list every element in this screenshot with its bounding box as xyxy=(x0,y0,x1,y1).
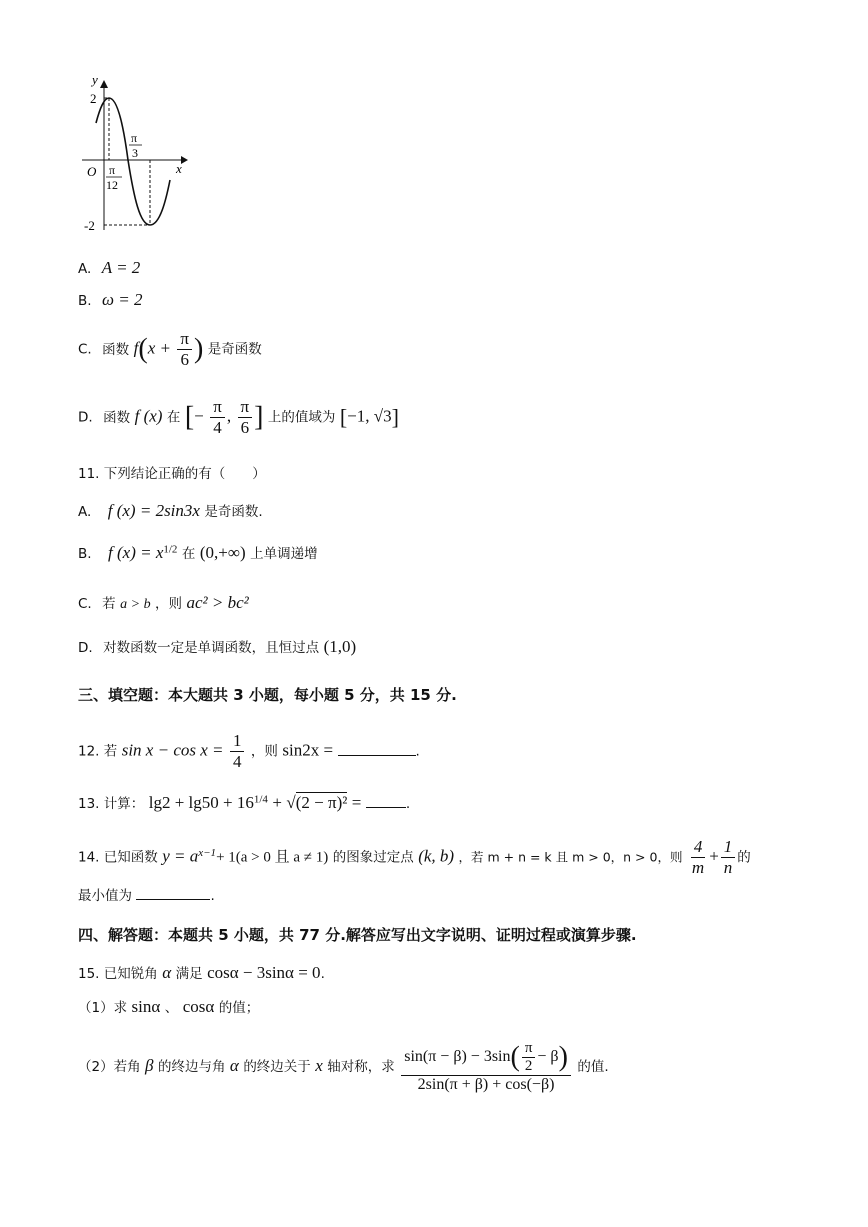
option-label: D. xyxy=(78,640,93,656)
part1-end: 的值； xyxy=(218,1000,260,1016)
q11-option-b xyxy=(78,542,318,563)
part1-cos: cosα xyxy=(182,997,215,1016)
q12-prefix: 12. 若 xyxy=(78,743,118,760)
answer-blank[interactable] xyxy=(366,793,406,808)
tick-pi3-num: π xyxy=(131,131,138,145)
q12-end: . xyxy=(415,743,420,760)
fraction: $\frac{\pi}{6}$ xyxy=(177,330,192,369)
fraction: $\frac{\pi}{4}$ xyxy=(210,398,225,437)
option-label: A. xyxy=(78,504,92,520)
origin-label: O xyxy=(87,164,97,179)
fraction: $\frac{1}{4}$ xyxy=(230,732,245,771)
plus-sign: + xyxy=(272,793,282,812)
option-label: C. xyxy=(78,341,92,358)
q12-math2: sin2x = xyxy=(282,740,334,760)
x-axis-label: x xyxy=(176,161,182,176)
x-axis-arrow xyxy=(181,156,188,164)
fraction: $\frac{\pi}{6}$ xyxy=(238,398,253,437)
q15-stem-math: cosα − 3sinα = 0 xyxy=(207,963,321,982)
q12 xyxy=(78,732,420,771)
interval: (0,+∞) xyxy=(199,543,246,562)
option-label: C. xyxy=(78,596,92,612)
option-text: 上单调递增 xyxy=(250,546,318,562)
q14-line2-text: 最小值为 xyxy=(78,888,132,904)
plus-sign: + xyxy=(709,846,719,866)
q14-mid: 的图象过定点 xyxy=(332,849,414,866)
q10-option-c xyxy=(78,330,262,369)
x-symbol: x xyxy=(315,1056,323,1076)
point: (1,0) xyxy=(323,637,357,656)
option-label: D. xyxy=(78,409,93,426)
q15-stem xyxy=(78,962,325,983)
paren-close: ) xyxy=(194,333,204,365)
q15-stem-mid: 满足 xyxy=(175,966,203,982)
option-text: 对数函数一定是单调函数，且恒过点 xyxy=(103,640,320,656)
option-text: 上的值域为 xyxy=(267,409,336,426)
option-math: f (x) = 2sin3x xyxy=(107,501,200,520)
range-value: −1, √3 xyxy=(347,406,392,426)
section-3-header: 三、填空题：本大题共 3 小题，每小题 5 分，共 15 分. xyxy=(78,686,457,704)
option-math: ac² > bc² xyxy=(186,593,249,612)
option-text: 是奇函数. xyxy=(204,504,263,520)
bracket-close: ] xyxy=(254,401,264,433)
q10-option-b xyxy=(78,290,143,310)
alpha-symbol: α xyxy=(162,963,172,982)
big-fraction-denominator: 2sin(π + β) + cos(−β) xyxy=(417,1075,555,1093)
condition: a > b xyxy=(120,597,151,612)
q12-mid: ，则 xyxy=(250,743,278,760)
option-math: f (x) = x xyxy=(108,543,164,562)
option-text: ，则 xyxy=(155,596,183,612)
tick-pi3-den: 3 xyxy=(132,146,138,160)
answer-blank[interactable] xyxy=(136,885,210,900)
y-axis-label: y xyxy=(92,72,98,87)
equals-sign: = xyxy=(351,793,362,812)
q13-end: . xyxy=(405,796,411,812)
option-label: B. xyxy=(78,546,92,562)
option-math: A = 2 xyxy=(101,258,141,277)
q15-part2 xyxy=(78,1040,609,1094)
exponent: 1/4 xyxy=(253,793,268,806)
paren-open: ( xyxy=(138,333,148,365)
y-min-label: -2 xyxy=(84,218,95,233)
root-content: (2 − π)² xyxy=(295,793,348,812)
bracket-open: [ xyxy=(184,401,195,433)
sine-curve xyxy=(96,98,170,225)
part2-text-c: 轴对称，求 xyxy=(327,1059,395,1076)
option-text: 是奇函数 xyxy=(207,341,262,358)
func-f: f xyxy=(133,338,139,358)
part2-end: 的值. xyxy=(577,1059,609,1076)
option-text: 函数 xyxy=(103,409,131,426)
option-text: 函数 xyxy=(102,341,130,358)
option-text: 在 xyxy=(166,409,181,426)
part2-text-a: 的终边与角 xyxy=(157,1059,226,1076)
beta-symbol: β xyxy=(145,1056,154,1076)
q14-prefix: 14. 已知函数 xyxy=(78,849,158,866)
q11-option-c xyxy=(78,592,249,613)
exponent: x−1 xyxy=(198,846,217,859)
exponent: 1/2 xyxy=(163,543,178,556)
section-4-header: 四、解答题：本题共 5 小题，共 77 分.解答应写出文字说明、证明过程或演算步骤. xyxy=(78,926,637,944)
y-axis-arrow xyxy=(100,80,108,88)
q14-line2 xyxy=(78,884,215,904)
sine-graph xyxy=(78,70,198,240)
tick-pi12-num: π xyxy=(109,163,116,177)
option-text: 在 xyxy=(181,546,196,562)
q14-end: . xyxy=(210,888,215,904)
q10-option-a xyxy=(78,258,140,278)
q13 xyxy=(78,792,410,813)
q10-option-d: D. 函数 f (x) 在 [− $\frac{\pi}{4}$ , $\frac{\pi}{6}$ ] 上的值域为 [−1, √3] xyxy=(78,397,399,437)
q13-math: lg2 + lg50 + 16 xyxy=(148,793,254,812)
fraction: $\frac{1}{n}$ xyxy=(721,838,736,877)
fraction: $\frac{4}{m}$ xyxy=(691,837,705,877)
q14-cond: ，若 m + n = k 且 m > 0，n > 0，则 xyxy=(458,849,683,865)
big-fraction-numerator: sin(π − β) − 3sin( $\frac{\pi}{2}$ − β) xyxy=(401,1040,571,1076)
part2-prefix: （2）若角 xyxy=(78,1059,141,1076)
q14-point: (k, b) xyxy=(418,846,455,866)
part1-sin: sinα xyxy=(131,997,161,1016)
q14-tail: + 1(a > 0 且 a ≠ 1) xyxy=(216,849,329,866)
big-fraction xyxy=(401,1040,571,1094)
q15-stem-prefix: 15. 已知锐角 xyxy=(78,966,158,982)
q14-post: 的 xyxy=(737,849,751,866)
q14-func: y = a xyxy=(162,846,199,866)
option-math: ω = 2 xyxy=(102,290,143,309)
q15-stem-end: . xyxy=(320,966,325,982)
sqrt-sign: √ xyxy=(286,793,296,812)
q11-option-a xyxy=(78,500,263,521)
tick-pi12-den: 12 xyxy=(106,178,118,192)
option-text: 若 xyxy=(102,596,116,612)
part1-sep: 、 xyxy=(164,1000,179,1016)
q14 xyxy=(78,838,751,877)
alpha-symbol: α xyxy=(229,1056,239,1076)
q13-prefix: 13. 计算： xyxy=(78,796,145,812)
q11-option-d xyxy=(78,636,356,657)
func-fx: f (x) xyxy=(134,406,163,426)
option-label: B. xyxy=(78,293,92,309)
option-label: A. xyxy=(78,261,92,277)
part1-prefix: （1）求 xyxy=(78,1000,128,1016)
q15-part1 xyxy=(78,996,259,1017)
part2-text-b: 的终边关于 xyxy=(243,1059,311,1076)
answer-blank[interactable] xyxy=(338,741,416,756)
func-arg: x + xyxy=(147,338,171,358)
q11-title: 11. 下列结论正确的有（ ） xyxy=(78,466,266,482)
q12-math: sin x − cos x = xyxy=(121,740,224,760)
y-max-label: 2 xyxy=(90,91,97,106)
